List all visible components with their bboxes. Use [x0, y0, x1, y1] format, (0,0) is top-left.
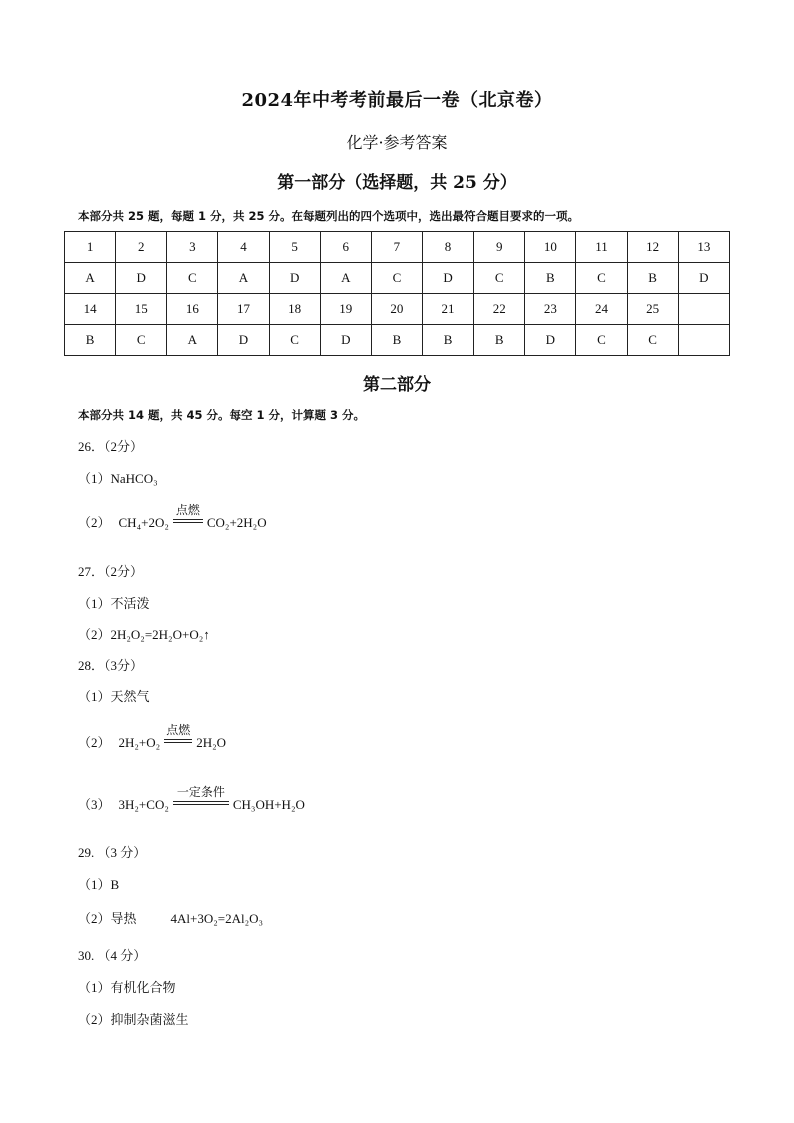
q28-eq2-condition	[161, 723, 195, 751]
table-cell: 5	[269, 232, 320, 263]
q29-answer-2	[78, 908, 263, 927]
table-cell: B	[474, 325, 525, 356]
table-cell: D	[422, 263, 473, 294]
q28-eq2-double-bar	[164, 739, 192, 743]
table-cell: 20	[371, 294, 422, 325]
q28-eq3-condition-label: 一定条件	[176, 785, 225, 799]
table-cell: B	[627, 263, 678, 294]
table-cell: C	[627, 325, 678, 356]
table-cell: C	[167, 263, 218, 294]
table-cell: B	[422, 325, 473, 356]
part1-instructions: 本部分共 25 题，每题 1 分，共 25 分。在每题列出的四个选项中，选出最符合题目要求的一项。	[78, 209, 580, 223]
q26-equation-lhs: CH₄+2O₂	[118, 515, 169, 530]
table-cell	[678, 294, 729, 325]
table-cell: 22	[474, 294, 525, 325]
answer-table	[64, 231, 730, 356]
q28-answer-3-label: （3）	[78, 797, 111, 812]
q26-answer-2	[78, 503, 267, 531]
table-cell: D	[525, 325, 576, 356]
q26-condition-label: 点燃	[175, 503, 200, 517]
table-cell: C	[474, 263, 525, 294]
q28-answer-1: （1）天然气	[78, 689, 150, 704]
table-cell: B	[525, 263, 576, 294]
table-cell: 6	[320, 232, 371, 263]
table-cell: 23	[525, 294, 576, 325]
table-cell: 1	[65, 232, 116, 263]
q29-answer-2-label: （2）导热	[78, 911, 137, 926]
table-cell: D	[678, 263, 729, 294]
table-cell: 24	[576, 294, 627, 325]
q26-reaction-condition	[170, 503, 206, 531]
table-cell: 18	[269, 294, 320, 325]
q27-answer-2: （2）2H₂O₂=2H₂O+O₂↑	[78, 627, 210, 642]
q28-answer-2	[78, 723, 227, 751]
table-cell: 3	[167, 232, 218, 263]
table-cell: 11	[576, 232, 627, 263]
q26-double-bar	[173, 519, 203, 523]
table-cell: 17	[218, 294, 269, 325]
table-cell: 7	[371, 232, 422, 263]
q26-answer-2-label: （2）	[78, 515, 111, 530]
table-cell: A	[167, 325, 218, 356]
table-cell	[678, 325, 729, 356]
table-cell: 2	[116, 232, 167, 263]
q27-answer-1: （1）不活泼	[78, 596, 150, 611]
table-cell: D	[218, 325, 269, 356]
table-cell: D	[269, 263, 320, 294]
q28-eq2-lhs: 2H₂+O₂	[118, 735, 161, 750]
table-cell: 16	[167, 294, 218, 325]
table-row	[65, 263, 730, 294]
table-cell: 19	[320, 294, 371, 325]
q29-header: 29. （3 分）	[78, 845, 147, 860]
table-cell: 4	[218, 232, 269, 263]
table-cell: A	[320, 263, 371, 294]
part2-instructions: 本部分共 14 题，共 45 分。每空 1 分，计算题 3 分。	[78, 408, 366, 422]
table-cell: 14	[65, 294, 116, 325]
table-cell: A	[218, 263, 269, 294]
q30-header: 30. （4 分）	[78, 948, 147, 963]
q28-eq2-rhs: 2H₂O	[196, 735, 227, 750]
page-title: 2024年中考考前最后一卷（北京卷）	[241, 90, 553, 111]
page-subtitle: 化学·参考答案	[346, 133, 448, 152]
table-cell: B	[65, 325, 116, 356]
q30-answer-1: （1）有机化合物	[78, 980, 176, 995]
table-row	[65, 325, 730, 356]
q28-eq2-condition-label: 点燃	[166, 723, 191, 737]
table-cell: C	[576, 325, 627, 356]
table-cell: A	[65, 263, 116, 294]
q28-eq3-double-bar	[173, 801, 229, 805]
q30-answer-2: （2）抑制杂菌滋生	[78, 1012, 189, 1027]
q28-eq3-rhs: CH₃OH+H₂O	[232, 797, 305, 812]
q28-header: 28．（3分）	[78, 658, 144, 673]
q27-header: 27．（2分）	[78, 564, 144, 579]
q29-equation: 4Al+3O₂=2Al₂O₃	[170, 911, 264, 926]
table-cell: 8	[422, 232, 473, 263]
table-cell: D	[320, 325, 371, 356]
table-cell: C	[116, 325, 167, 356]
table-cell: C	[371, 263, 422, 294]
table-cell: 21	[422, 294, 473, 325]
q28-eq3-lhs: 3H₂+CO₂	[118, 797, 169, 812]
q26-header: 26．（2分）	[78, 439, 144, 454]
q28-answer-2-label: （2）	[78, 735, 111, 750]
table-cell: 12	[627, 232, 678, 263]
table-cell: C	[576, 263, 627, 294]
q28-answer-3	[78, 785, 305, 813]
table-cell: D	[116, 263, 167, 294]
table-cell: C	[269, 325, 320, 356]
q26-equation-rhs: CO₂+2H₂O	[206, 515, 267, 530]
table-cell: 10	[525, 232, 576, 263]
part1-title: 第一部分（选择题，共 25 分）	[277, 173, 517, 193]
q29-answer-1: （1）B	[78, 877, 120, 892]
table-cell: 9	[474, 232, 525, 263]
table-cell: 13	[678, 232, 729, 263]
q26-answer-1: （1）NaHCO₃	[78, 471, 158, 486]
table-cell: 15	[116, 294, 167, 325]
table-cell: 25	[627, 294, 678, 325]
part2-title: 第二部分	[363, 375, 431, 395]
table-row	[65, 232, 730, 263]
table-row	[65, 294, 730, 325]
q28-eq3-condition	[170, 785, 232, 813]
table-cell: B	[371, 325, 422, 356]
